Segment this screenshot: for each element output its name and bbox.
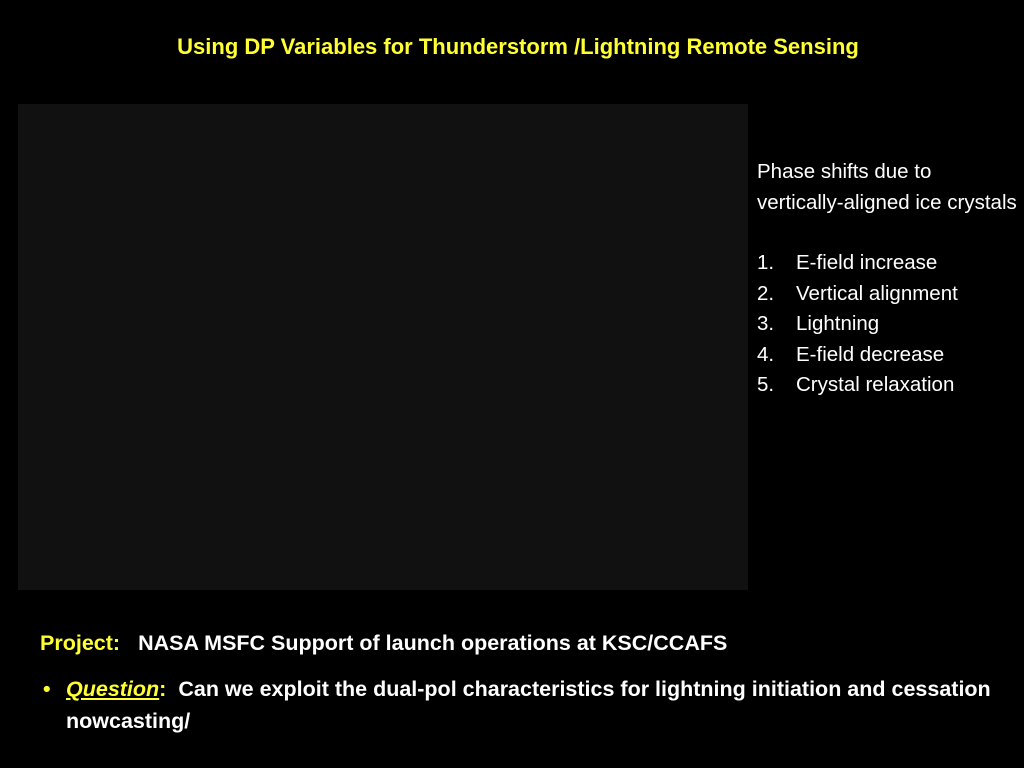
list-item-text: E-field decrease [796, 342, 945, 366]
list-item-text: E-field increase [796, 251, 938, 274]
project-line [40, 631, 727, 656]
slide-title: Using DP Variables for Thunderstorm /Lightning Remote Sensing [177, 34, 859, 59]
project-text: NASA MSFC Support of launch operations at KSC/CCAFS [138, 631, 728, 655]
list-item-text: Vertical alignment [796, 281, 958, 305]
list-item [757, 279, 1022, 310]
bullet-icon: • [43, 677, 51, 701]
list-item-number: 4. [757, 342, 775, 366]
question-bullet [43, 673, 1024, 737]
list-item-number: 2. [757, 281, 775, 305]
list-item [757, 309, 1022, 340]
list-item-text: Lightning [796, 312, 880, 335]
list-item [757, 340, 1022, 371]
list-item-number: 3. [757, 312, 775, 335]
question-colon: : [159, 677, 167, 701]
side-panel-intro: Phase shifts due to vertically-aligned ice crystals [757, 160, 1017, 214]
project-label: Project: [40, 631, 121, 655]
side-panel [757, 157, 1022, 401]
list-item-number: 5. [757, 373, 775, 396]
steps-list [757, 248, 1022, 401]
list-item-number: 1. [757, 251, 775, 274]
list-item [757, 370, 1022, 401]
list-item-text: Crystal relaxation [796, 373, 955, 396]
list-item [757, 248, 1022, 279]
radar-image-placeholder [18, 104, 748, 590]
question-label: Question [66, 677, 160, 701]
question-text: Can we exploit the dual-pol characteristics for lightning initiation and cessation nowcasting/ [66, 677, 991, 733]
